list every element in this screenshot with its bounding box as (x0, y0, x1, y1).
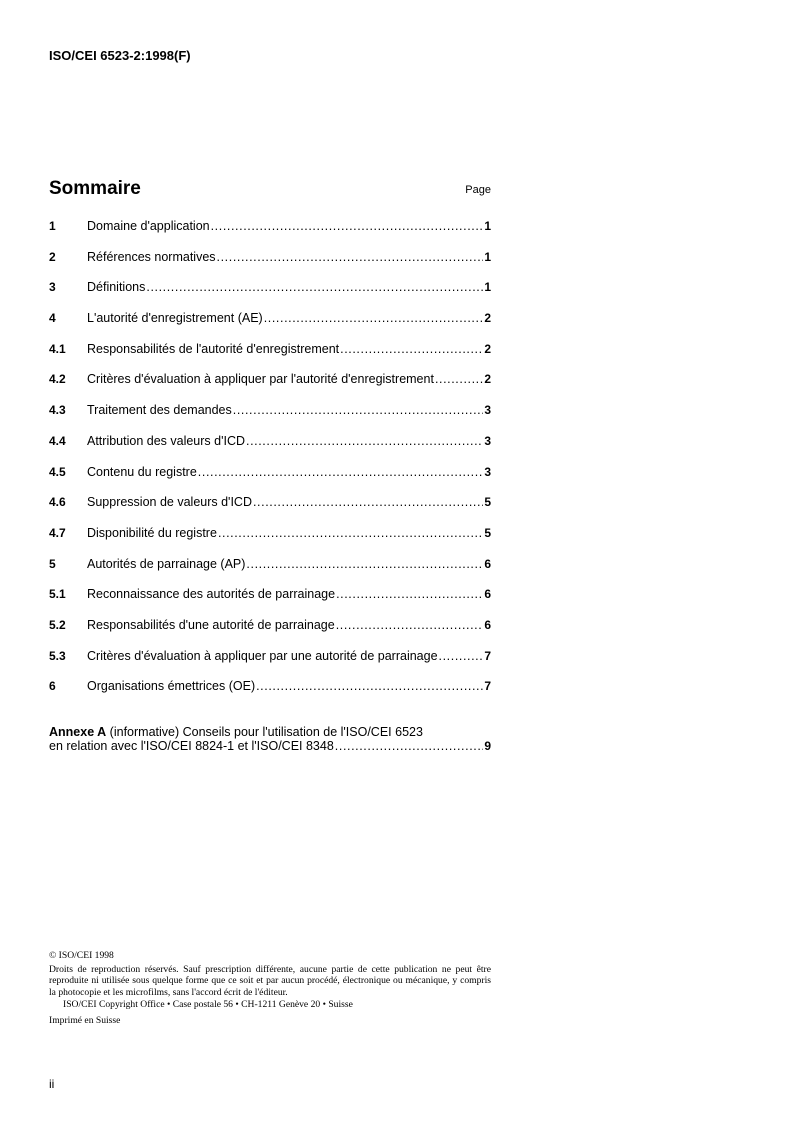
copyright-line: © ISO/CEI 1998 (49, 950, 114, 961)
toc-entry-label: Attribution des valeurs d'ICD (87, 433, 246, 448)
dot-leader (435, 371, 483, 387)
toc-entry-number: 4.4 (49, 433, 66, 448)
toc-annex-entry[interactable] (49, 725, 491, 753)
toc-entry-number: 5.2 (49, 617, 66, 632)
toc-entry-page: 7 (484, 648, 491, 663)
toc-entry[interactable] (49, 464, 491, 495)
annex-title-continued: en relation avec l'ISO/CEI 8824-1 et l'ISO/CEI 8348 (49, 739, 334, 753)
toc-entry-page: 3 (484, 403, 491, 418)
dot-leader (340, 341, 483, 357)
toc-entry-label: Critères d'évaluation à appliquer par une autorité de parrainage (87, 648, 438, 663)
document-id: ISO/CEI 6523-2:1998(F) (49, 48, 191, 63)
dot-leader (211, 218, 484, 234)
toc-entry-page: 3 (484, 464, 491, 479)
toc-entry-number: 4.1 (49, 341, 66, 356)
toc-entry-page: 7 (484, 679, 491, 694)
toc-entry-label: Disponibilité du registre (87, 525, 217, 540)
toc-page-label: Page (465, 184, 491, 196)
toc-entry-label: Reconnaissance des autorités de parrainage (87, 587, 336, 602)
toc-entry-page: 1 (484, 280, 491, 295)
dot-leader (198, 464, 484, 480)
printed-in: Imprimé en Suisse (49, 1014, 121, 1026)
dot-leader (336, 586, 483, 602)
toc-entry-label: Responsabilités d'une autorité de parrainage (87, 617, 335, 632)
toc-entry-number: 5.3 (49, 648, 66, 663)
publisher-address: ISO/CEI Copyright Office • Case postale 56 • CH-1211 Genève 20 • Suisse (63, 999, 353, 1010)
dot-leader (233, 402, 484, 418)
toc-entry-page: 5 (484, 525, 491, 540)
toc-entry-page: 6 (484, 556, 491, 571)
toc-entry-page: 2 (484, 372, 491, 387)
toc-entry[interactable] (49, 249, 491, 280)
toc-entry-page: 6 (484, 617, 491, 632)
toc-header (49, 178, 491, 202)
toc-entry-number: 2 (49, 249, 56, 264)
dot-leader (246, 433, 483, 449)
toc-entry-label: Définitions (87, 280, 146, 295)
toc-entry[interactable] (49, 617, 491, 648)
dot-leader (217, 249, 484, 265)
annex-line-1 (49, 725, 491, 739)
annex-page: 9 (484, 739, 491, 753)
toc-entry-number: 3 (49, 280, 56, 295)
dot-leader (336, 617, 484, 633)
toc-entry-number: 4.5 (49, 464, 66, 479)
toc-entry-label: Contenu du registre (87, 464, 197, 479)
toc-entry-label: Responsabilités de l'autorité d'enregistrement (87, 341, 340, 356)
toc-entry-page: 2 (484, 341, 491, 356)
toc-entry-number: 6 (49, 679, 56, 694)
toc-title: Sommaire (49, 178, 141, 199)
rights-notice: Droits de reproduction réservés. Sauf prescription différente, aucune partie de cette publication ne peut être reproduite ni utilisée sous quelque forme que ce soit et par aucun procédé, électronique ou mécanique, y compris la photocopie et les microfilms, sans l'accord écrit de l'éditeur. (49, 963, 491, 998)
toc-entry[interactable] (49, 279, 491, 310)
toc-entry-label: Organisations émettrices (OE) (87, 679, 256, 694)
toc-entry-number: 4.7 (49, 525, 66, 540)
toc-entry-label: Critères d'évaluation à appliquer par l'autorité d'enregistrement (87, 372, 434, 387)
dot-leader (146, 279, 483, 295)
dot-leader (246, 556, 483, 572)
toc-entry-page: 1 (484, 219, 491, 233)
toc-entry[interactable] (49, 678, 491, 709)
dot-leader (256, 678, 483, 694)
toc-entry[interactable] (49, 310, 491, 341)
toc-entry-number: 4.6 (49, 495, 66, 510)
toc-entry[interactable] (49, 433, 491, 464)
toc-entry[interactable] (49, 525, 491, 556)
toc-entry-label: Suppression de valeurs d'ICD (87, 495, 252, 510)
dot-leader (335, 739, 484, 753)
toc-entry-page: 2 (484, 311, 491, 326)
page-number: ii (49, 1077, 55, 1091)
toc-entry-label: Traitement des demandes (87, 403, 232, 418)
toc-entry[interactable] (49, 341, 491, 372)
toc-entry[interactable] (49, 648, 491, 679)
dot-leader (264, 310, 484, 326)
toc-entry[interactable] (49, 402, 491, 433)
table-of-contents (49, 218, 491, 709)
toc-entry-label: Autorités de parrainage (AP) (87, 556, 246, 571)
dot-leader (439, 648, 484, 664)
toc-entry-number: 4.3 (49, 403, 66, 418)
toc-entry-page: 3 (484, 433, 491, 448)
toc-entry[interactable] (49, 371, 491, 402)
dot-leader (218, 525, 483, 541)
toc-entry[interactable] (49, 218, 491, 249)
toc-entry-number: 4 (49, 311, 56, 326)
toc-entry-label: Domaine d'application (87, 219, 210, 233)
toc-entry[interactable] (49, 556, 491, 587)
toc-entry-page: 1 (484, 249, 491, 264)
toc-entry[interactable] (49, 586, 491, 617)
toc-entry-number: 4.2 (49, 372, 66, 387)
annex-prefix: Annexe A (49, 725, 107, 739)
toc-entry-number: 1 (49, 219, 56, 233)
annex-line-2 (49, 739, 491, 753)
toc-entry-label: L'autorité d'enregistrement (AE) (87, 311, 263, 326)
dot-leader (253, 494, 483, 510)
toc-entry[interactable] (49, 494, 491, 525)
toc-entry-page: 6 (484, 587, 491, 602)
toc-entry-page: 5 (484, 495, 491, 510)
toc-entry-label: Références normatives (87, 249, 216, 264)
annex-title: (informative) Conseils pour l'utilisation de l'ISO/CEI 6523 (106, 725, 423, 739)
copyright-footer (49, 950, 491, 1026)
toc-entry-number: 5 (49, 556, 56, 571)
toc-entry-number: 5.1 (49, 587, 66, 602)
